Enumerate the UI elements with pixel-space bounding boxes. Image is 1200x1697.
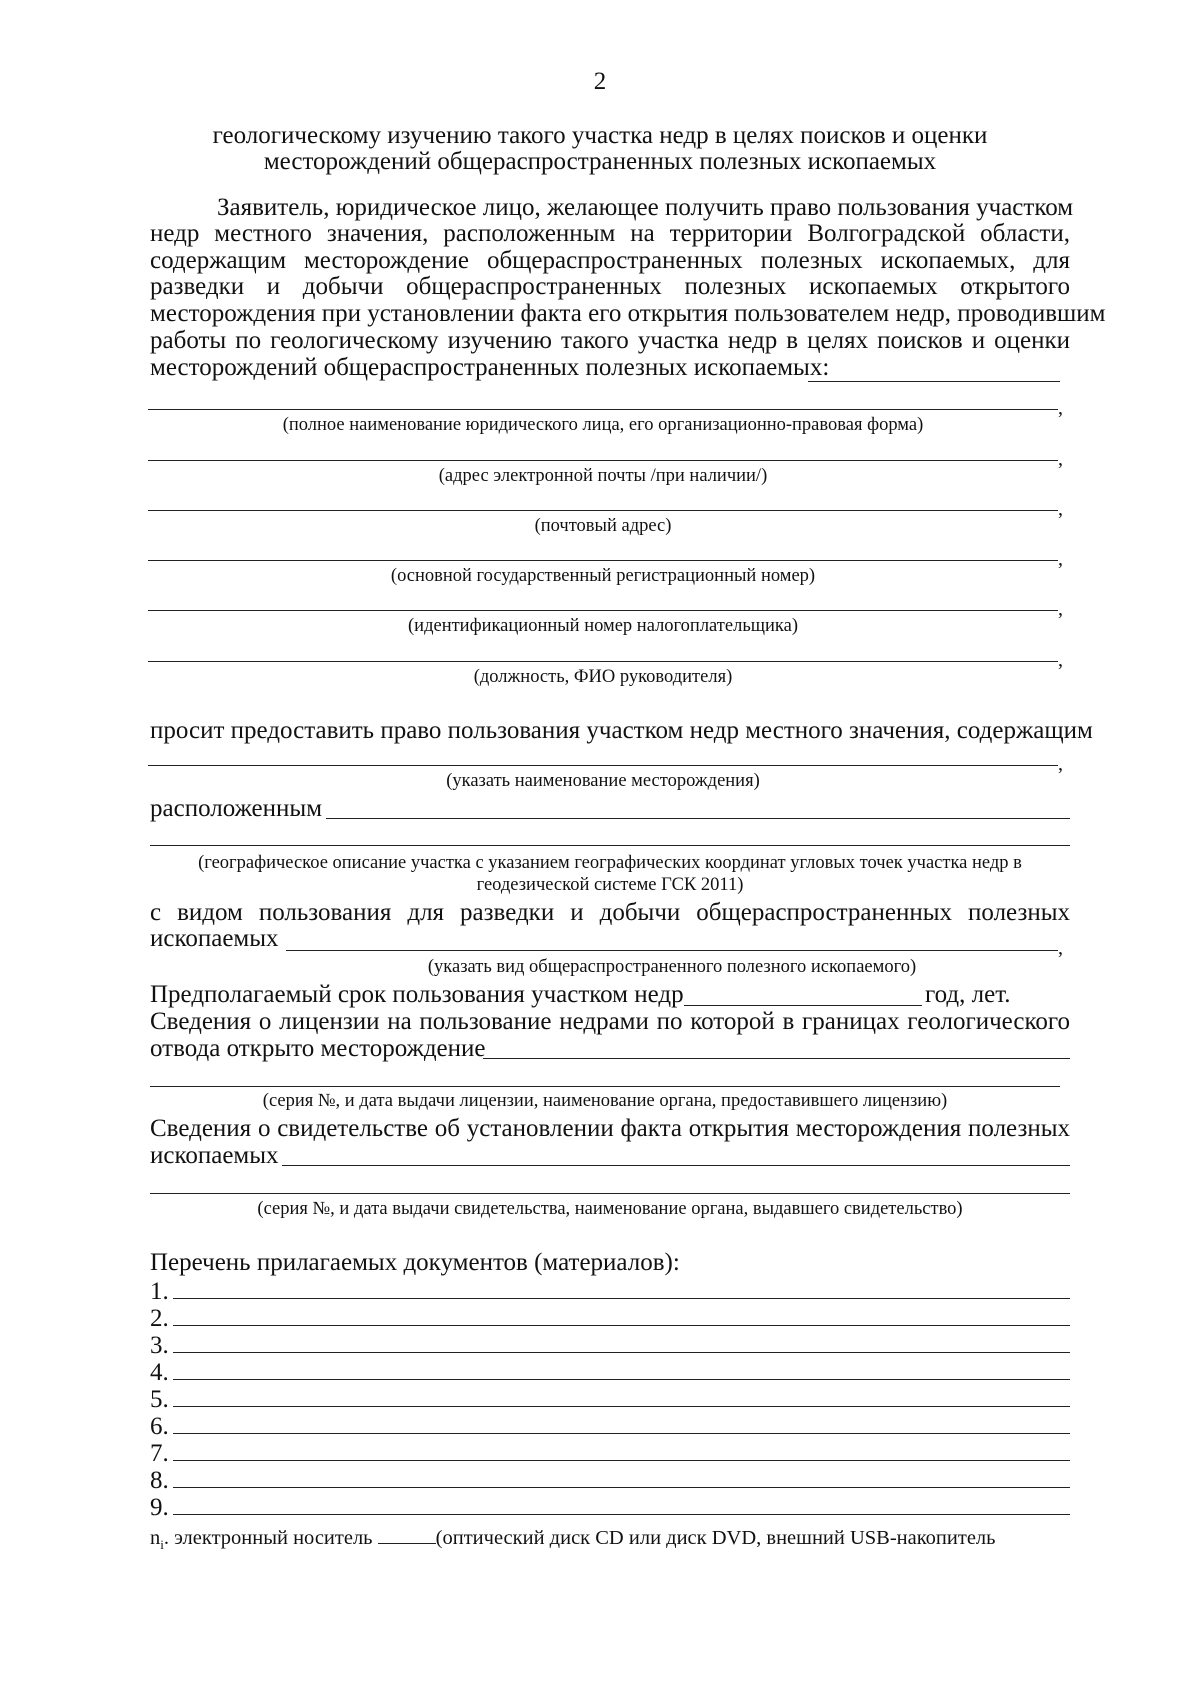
term-label: Предполагаемый срок пользования участком недр [150, 981, 684, 1008]
use-type-line-1: с видом пользования для разведки и добычи общераспространенных полезных [150, 899, 1070, 926]
intro-line: месторождения при установлении факта его открытия пользователем недр, проводившим [150, 300, 1106, 327]
intro-line: месторождений общераспространенных полезных ископаемых: [150, 354, 830, 381]
field-caption-ogrn: (основной государственный регистрационный номер) [390, 566, 816, 586]
document-item [150, 1384, 1070, 1414]
deposit-caption: (указать наименование месторождения) [446, 771, 760, 791]
deposit-name-line[interactable] [148, 765, 1058, 766]
field-line-email[interactable] [148, 460, 1058, 461]
document-item-input[interactable] [173, 1303, 1070, 1326]
mineral-caption: (указать вид общераспространенного полезного ископаемого) [427, 957, 917, 977]
location-line-1[interactable] [326, 818, 1070, 819]
page-number: 2 [593, 68, 607, 95]
request-text: просит предоставить право пользования участком недр местного значения, содержащим [150, 717, 1093, 744]
document-item-number: 2. [150, 1305, 169, 1332]
document-item-number: 3. [150, 1332, 169, 1359]
cert-line-1: Сведения о свидетельстве об установлении факта открытия месторождения полезных [150, 1115, 1070, 1142]
cert-caption: (серия №, и дата выдачи свидетельства, наименование органа, выдавшего свидетельство) [257, 1199, 963, 1219]
field-line-postal[interactable] [148, 510, 1058, 511]
license-line-2: отвода открыто месторождение [150, 1035, 486, 1062]
document-item-input[interactable] [173, 1357, 1070, 1380]
term-input[interactable] [684, 1005, 922, 1006]
cert-line-2: ископаемых [150, 1142, 279, 1169]
field-comma: , [1058, 548, 1063, 570]
document-item-number: 9. [150, 1494, 169, 1521]
geo-caption-line-2: геодезической системе ГСК 2011) [476, 875, 744, 895]
field-line-name[interactable] [148, 409, 1058, 410]
document-item-number: 1. [150, 1278, 169, 1305]
document-item-number: 6. [150, 1413, 169, 1440]
license-line-input-2[interactable] [150, 1086, 1060, 1087]
applicant-name-blank[interactable] [808, 381, 1060, 382]
geo-caption-line-1: (географическое описание участка с указанием географических координат угловых точек участка недр в [198, 853, 1022, 873]
field-comma: , [1058, 753, 1063, 775]
header-line-1: геологическому изучению такого участка недр в целях поисков и оценки [212, 122, 988, 149]
field-caption-inn: (идентификационный номер налогоплательщика) [408, 616, 798, 636]
document-item [150, 1465, 1070, 1495]
document-item-input[interactable] [173, 1465, 1070, 1488]
document-item [150, 1492, 1070, 1522]
field-caption-head: (должность, ФИО руководителя) [473, 667, 733, 687]
cert-line-input-2[interactable] [150, 1193, 1070, 1194]
media-types: (оптический диск CD или диск DVD, внешний USB-накопитель [435, 1527, 996, 1549]
field-comma: , [1058, 598, 1063, 620]
document-item-input[interactable] [173, 1492, 1070, 1515]
field-line-inn[interactable] [148, 610, 1058, 611]
document-item-input[interactable] [173, 1330, 1070, 1353]
intro-line: разведки и добычи общераспространенных полезных ископаемых открытого [150, 273, 1070, 300]
document-item [150, 1357, 1070, 1387]
document-item [150, 1411, 1070, 1441]
document-item [150, 1438, 1070, 1468]
document-item-input[interactable] [173, 1384, 1070, 1407]
document-item-number: 5. [150, 1386, 169, 1413]
document-item-number: 4. [150, 1359, 169, 1386]
intro-line: содержащим месторождение общераспространенных полезных ископаемых, для [150, 247, 1070, 274]
media-subscript: i [160, 1537, 164, 1553]
field-comma: , [1058, 448, 1063, 470]
intro-line: работы по геологическому изучению такого участка недр в целях поисков и оценки [150, 327, 1070, 354]
electronic-media-line [150, 1521, 996, 1558]
use-type-line-2: ископаемых [150, 925, 279, 952]
license-line-1: Сведения о лицензии на пользование недрами по которой в границах геологического [150, 1008, 1070, 1035]
field-caption-name: (полное наименование юридического лица, его организационно-правовая форма) [282, 415, 924, 435]
documents-title: Перечень прилагаемых документов (материалов): [150, 1249, 680, 1276]
media-label: . электронный носитель [163, 1527, 373, 1549]
cert-line-input-1[interactable] [282, 1165, 1070, 1166]
intro-line: Заявитель, юридическое лицо, желающее получить право пользования участком [217, 194, 1074, 221]
media-prefix: n [150, 1527, 161, 1549]
located-label: расположенным [150, 795, 323, 822]
document-item-input[interactable] [173, 1411, 1070, 1434]
mineral-type-line[interactable] [286, 950, 1058, 951]
media-count-input[interactable] [378, 1521, 436, 1544]
document-item-number: 8. [150, 1467, 169, 1494]
field-comma: , [1058, 397, 1063, 419]
field-caption-email: (адрес электронной почты /при наличии/) [438, 466, 768, 486]
document-item [150, 1330, 1070, 1360]
license-line-input-1[interactable] [483, 1058, 1070, 1059]
field-line-ogrn[interactable] [148, 560, 1058, 561]
field-comma: , [1058, 498, 1063, 520]
document-item-number: 7. [150, 1440, 169, 1467]
field-line-head[interactable] [148, 661, 1058, 662]
document-item-input[interactable] [173, 1276, 1070, 1299]
field-comma: , [1058, 649, 1063, 671]
location-line-2[interactable] [150, 845, 1070, 846]
header-line-2: месторождений общераспространенных полезных ископаемых [263, 148, 937, 175]
document-item-input[interactable] [173, 1438, 1070, 1461]
term-unit: год, лет. [925, 981, 1011, 1008]
intro-line: недр местного значения, расположенным на территории Волгоградской области, [150, 220, 1070, 247]
document-item [150, 1276, 1070, 1306]
license-caption: (серия №, и дата выдачи лицензии, наименование органа, предоставившего лицензию) [262, 1091, 948, 1111]
field-caption-postal: (почтовый адрес) [534, 516, 672, 536]
document-item [150, 1303, 1070, 1333]
field-comma: , [1058, 937, 1063, 959]
